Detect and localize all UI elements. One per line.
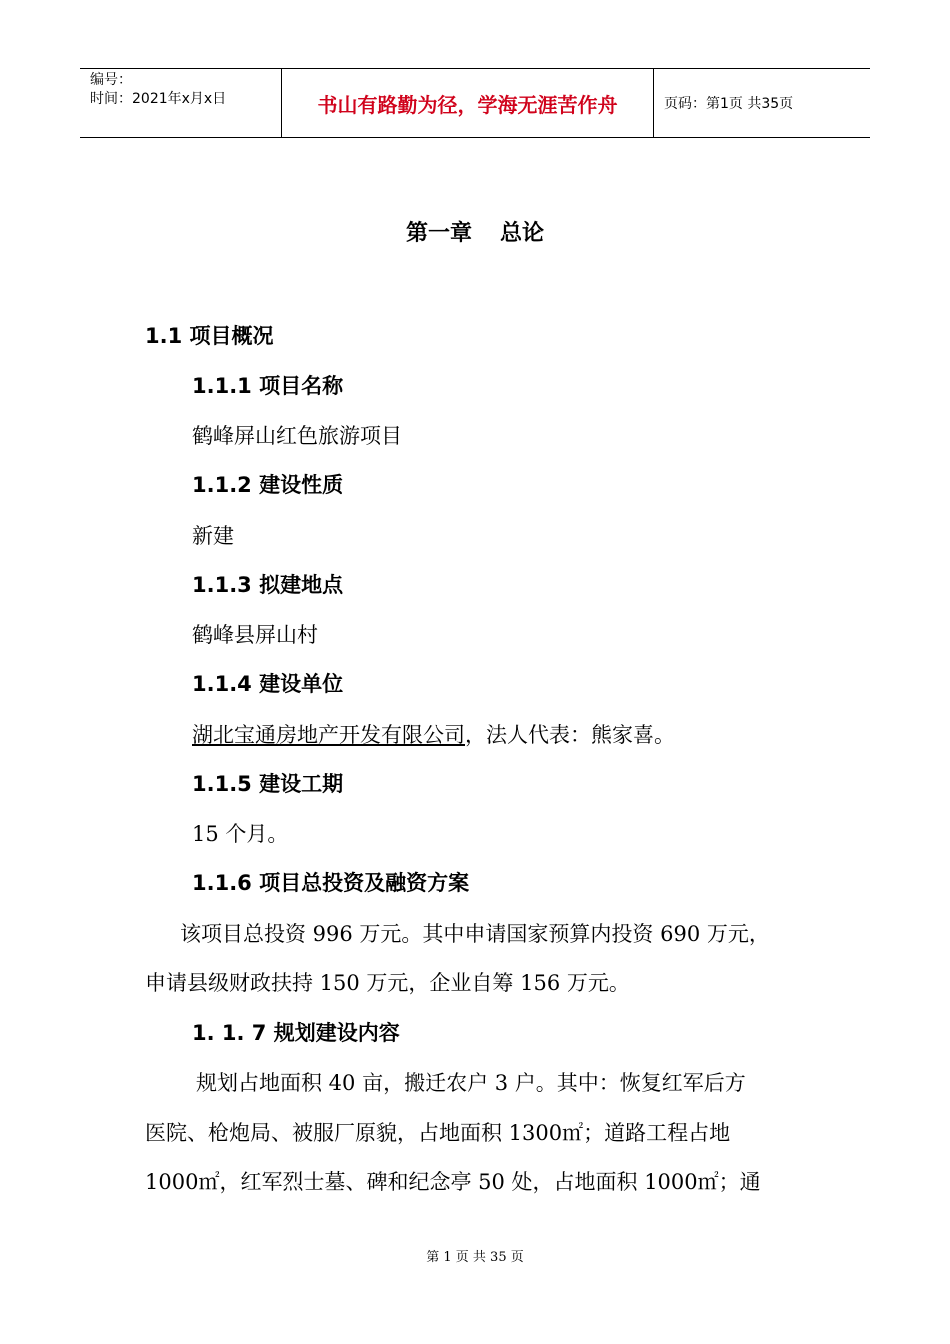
company-name-link[interactable]: 湖北宝通房地产开发有限公司: [192, 723, 465, 747]
chapter-number: 第一章: [405, 221, 472, 246]
number-label: 编号：: [90, 72, 132, 88]
section-1-1-5-heading: 1.1.5 建设工期: [192, 772, 344, 796]
page-footer: 第 1 页 共 35 页: [426, 1250, 524, 1265]
header-table: [80, 68, 870, 138]
section-1-1-7-heading: 1. 1. 7 规划建设内容: [192, 1021, 400, 1045]
construction-unit-text: [192, 719, 675, 749]
section-1-1-4-heading: 1.1.4 建设单位: [192, 672, 344, 696]
time-label: 时间：2021年x月x日: [90, 91, 227, 107]
header-motto: 书山有路勤为径，学海无涯苦作舟: [282, 69, 654, 137]
planning-line-1: 规划占地面积 40 亩，搬迁农户 3 户。其中：恢复红军后方: [196, 1071, 746, 1095]
section-1-1-2-heading: 1.1.2 建设性质: [192, 473, 344, 497]
duration-text: 15 个月。: [192, 822, 289, 846]
section-1-1-3-heading: 1.1.3 拟建地点: [192, 573, 344, 597]
section-1-1-1-heading: 1.1.1 项目名称: [192, 374, 344, 398]
section-1-1-heading: 1.1 项目概况: [145, 324, 274, 348]
investment-line-2: 申请县级财政扶持 150 万元，企业自筹 156 万元。: [145, 971, 630, 995]
legal-rep-text: ，法人代表：熊家喜。: [465, 723, 675, 747]
investment-line-1: 该项目总投资 996 万元。其中申请国家预算内投资 690 万元，: [180, 922, 770, 946]
header-meta-cell: [80, 69, 282, 137]
chapter-title: [0, 216, 950, 247]
planning-line-2: 医院、枪炮局、被服厂原貌，占地面积 1300㎡；道路工程占地: [145, 1121, 731, 1145]
header-page-info: 页码：第1页 共35页: [664, 96, 794, 112]
section-1-1-6-heading: 1.1.6 项目总投资及融资方案: [192, 871, 470, 895]
planning-line-3: 1000㎡，红军烈士墓、碑和纪念亭 50 处，占地面积 1000㎡；通: [145, 1170, 761, 1194]
chapter-name: 总论: [500, 221, 545, 246]
project-name-text: 鹤峰屏山红色旅游项目: [192, 424, 402, 448]
construction-nature-text: 新建: [192, 524, 234, 548]
location-text: 鹤峰县屏山村: [192, 623, 318, 647]
